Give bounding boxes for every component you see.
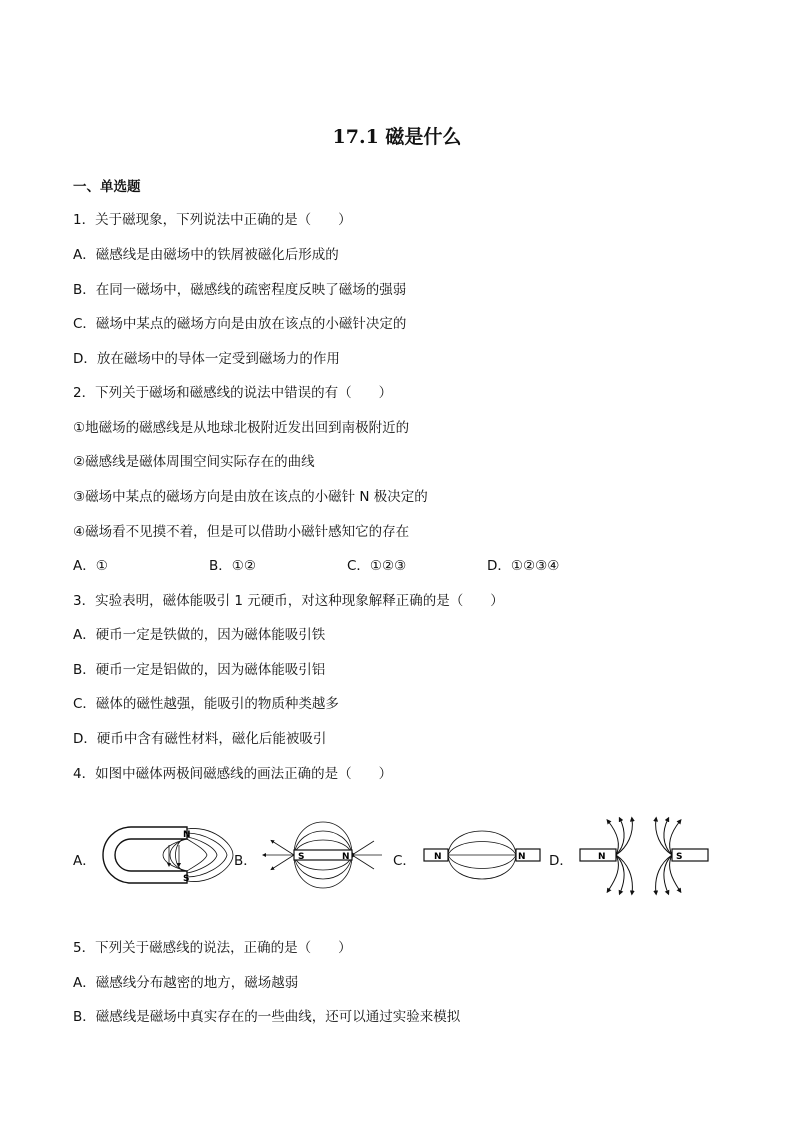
question-2-statement-4: ④磁场看不见摸不着，但是可以借助小磁针感知它的存在 xyxy=(73,524,410,540)
question-1-option-b: B．在同一磁场中，磁感线的疏密程度反映了磁场的强弱 xyxy=(73,282,407,298)
question-1-stem: 1．关于磁现象，下列说法中正确的是（ ） xyxy=(73,212,352,228)
page-title: 17.1 磁是什么 xyxy=(332,126,462,148)
question-2-statement-1: ①地磁场的磁感线是从地球北极附近发出回到南极附近的 xyxy=(73,420,410,436)
pole-s-label: S xyxy=(298,852,305,862)
question-4-stem: 4．如图中磁体两极间磁感线的画法正确的是（ ） xyxy=(73,766,393,782)
pole-n-label: N xyxy=(342,852,350,862)
question-3-option-b: B．硬币一定是铝做的，因为磁体能吸引铝 xyxy=(73,662,326,678)
question-2-stem: 2．下列关于磁场和磁感线的说法中错误的有（ ） xyxy=(73,385,393,401)
question-1-option-a: A．磁感线是由磁场中的铁屑被磁化后形成的 xyxy=(73,247,339,263)
question-2-option-c: C．①②③ xyxy=(347,558,407,574)
question-3-stem: 3．实验表明，磁体能吸引 1 元硬币，对这种现象解释正确的是（ ） xyxy=(73,593,504,609)
question-5-option-a: A．磁感线分布越密的地方，磁场越弱 xyxy=(73,975,299,991)
question-5-stem: 5．下列关于磁感线的说法，正确的是（ ） xyxy=(73,940,352,956)
question-3-option-a: A．硬币一定是铁做的，因为磁体能吸引铁 xyxy=(73,627,326,643)
question-3-option-d: D．硬币中含有磁性材料，磁化后能被吸引 xyxy=(73,731,327,747)
pole-s-label: S xyxy=(676,852,683,862)
figure-b-bar-magnet xyxy=(258,815,388,895)
figure-c-two-n-poles xyxy=(420,815,550,895)
question-4-option-d: D． xyxy=(549,853,573,869)
pole-n-label: N xyxy=(434,852,442,862)
figure-a-u-magnet xyxy=(95,815,235,895)
pole-n-label: N xyxy=(598,852,606,862)
figure-d-n-s-repelling xyxy=(576,815,711,900)
pole-s-label: S xyxy=(183,874,190,884)
question-2-option-b: B．①② xyxy=(209,558,256,574)
question-2-option-d: D．①②③④ xyxy=(487,558,560,574)
question-5-option-b: B．磁感线是磁场中真实存在的一些曲线，还可以通过实验来模拟 xyxy=(73,1009,461,1025)
question-2-statement-2: ②磁感线是磁体周围空间实际存在的曲线 xyxy=(73,454,315,470)
question-4-option-a: A． xyxy=(73,853,96,869)
question-3-option-c: C．磁体的磁性越强，能吸引的物质种类越多 xyxy=(73,696,339,712)
pole-n-label: N xyxy=(183,830,191,840)
question-1-option-d: D．放在磁场中的导体一定受到磁场力的作用 xyxy=(73,351,340,367)
question-1-option-c: C．磁场中某点的磁场方向是由放在该点的小磁针决定的 xyxy=(73,316,407,332)
section-heading: 一、单选题 xyxy=(73,179,141,195)
question-2-statement-3: ③磁场中某点的磁场方向是由放在该点的小磁针 N 极决定的 xyxy=(73,489,428,505)
question-4-option-c: C． xyxy=(393,853,416,869)
question-2-option-a: A．① xyxy=(73,558,108,574)
question-4-option-b: B． xyxy=(234,853,257,869)
pole-n-label: N xyxy=(518,852,526,862)
